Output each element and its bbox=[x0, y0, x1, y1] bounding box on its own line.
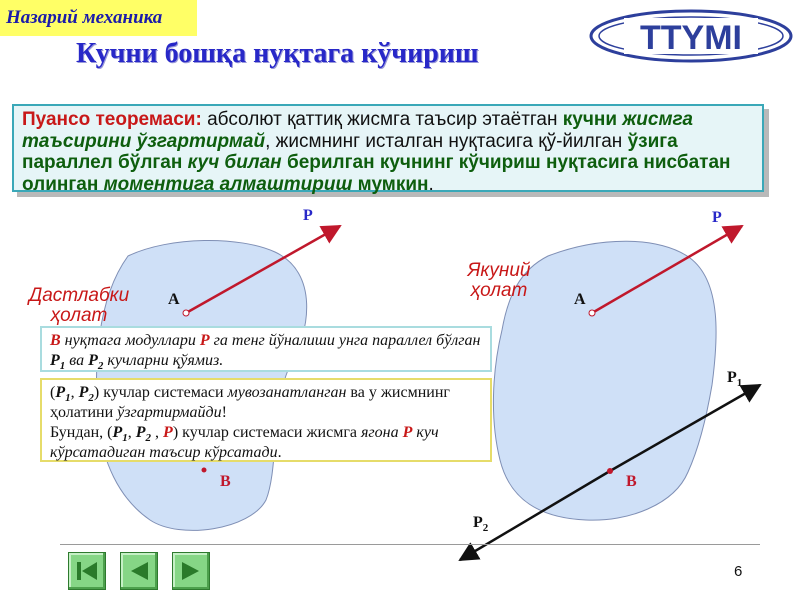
subscript: 1 bbox=[65, 392, 71, 405]
force-p2-label: $P_2$ bbox=[473, 514, 489, 534]
note-text: . bbox=[277, 444, 282, 461]
theorem-text: абсолют қаттиқ жисмга таъсир этаётган bbox=[201, 109, 563, 130]
theorem-text: кучни bbox=[562, 109, 618, 130]
note-text: куч кўрсатадиган таъсир кўрсатади bbox=[50, 424, 439, 461]
final-state-label: Якуний ҳолат bbox=[467, 260, 531, 301]
force-p-label: P bbox=[712, 209, 722, 226]
first-slide-icon bbox=[69, 553, 105, 589]
point-a-label: A bbox=[168, 291, 180, 308]
note-text: ўзгартирмайди bbox=[117, 404, 222, 421]
note-text: ( bbox=[50, 384, 56, 401]
theorem-text: берилган кучнинг кўчириш нуқтасига нисбатан олинган bbox=[22, 152, 731, 195]
note-text: , bbox=[127, 424, 136, 441]
note-text: ва bbox=[65, 352, 89, 369]
point-b-marker bbox=[202, 468, 207, 473]
subscript: 1 bbox=[122, 432, 128, 445]
note-text: га тенг йўналиши унга параллел бўлган bbox=[209, 332, 481, 349]
point-b-label: B bbox=[220, 473, 231, 490]
symbol-p2: P bbox=[78, 384, 89, 401]
point-b-marker bbox=[607, 468, 613, 474]
theorem-text: жисмга таъсирини ўзгартирмай bbox=[22, 109, 693, 152]
note-text: , bbox=[70, 384, 79, 401]
section-tag: Назарий механика bbox=[0, 0, 197, 36]
symbol-p1: P bbox=[50, 352, 60, 369]
theorem-text: моментига алмаштириш bbox=[103, 173, 353, 195]
theorem-text: куч билан bbox=[187, 152, 282, 173]
footer-divider bbox=[60, 544, 760, 545]
point-b-label: B bbox=[626, 473, 637, 490]
initial-state-label: Дастлабки ҳолат bbox=[28, 285, 130, 326]
note-text: ) кучлар системаси жисмга bbox=[172, 424, 361, 441]
force-p-label: P bbox=[303, 207, 313, 224]
theorem-text: мумкин bbox=[357, 173, 429, 195]
symbol-p2: P bbox=[88, 352, 98, 369]
symbol-p: P bbox=[402, 424, 413, 441]
theorem-term: Пуансо теоремаси: bbox=[22, 109, 202, 130]
first-slide-button[interactable] bbox=[68, 552, 106, 590]
note-text: ! bbox=[221, 404, 227, 421]
subscript: 1 bbox=[59, 360, 66, 373]
note-text: кучларни қўямиз. bbox=[103, 352, 224, 369]
theorem-text: , жисмнинг исталган нуқтасига қў-йилган bbox=[265, 130, 628, 152]
slide-title: Кучни бошқа нуқтага кўчириш bbox=[76, 38, 479, 69]
next-slide-icon bbox=[173, 553, 209, 589]
subscript: 2 bbox=[145, 432, 152, 445]
subscript: 2 bbox=[97, 360, 104, 373]
page-number: 6 bbox=[734, 563, 743, 580]
note-text: мувозанатланган bbox=[227, 384, 347, 401]
explanation-note-2 bbox=[40, 378, 492, 462]
logo-text: TTYMI bbox=[640, 19, 742, 57]
symbol-p1: P bbox=[112, 424, 123, 441]
symbol-p2: P bbox=[135, 424, 146, 441]
theorem-text: ўзига параллел бўлган bbox=[22, 130, 678, 173]
point-a-label: A bbox=[574, 291, 586, 308]
previous-slide-icon bbox=[121, 553, 157, 589]
note-text: ) кучлар системаси bbox=[93, 384, 228, 401]
previous-slide-button[interactable] bbox=[120, 552, 158, 590]
symbol-p: P bbox=[199, 332, 210, 349]
note-text: нуқтага модуллари bbox=[60, 332, 200, 349]
note-text: ва у жисмнинг ҳолатини bbox=[50, 384, 450, 421]
subscript: 2 bbox=[88, 392, 94, 405]
point-a-marker bbox=[589, 310, 595, 316]
force-p1-label: $P_1$ bbox=[727, 369, 743, 389]
symbol-p1: P bbox=[55, 384, 66, 401]
note-text: , bbox=[151, 424, 164, 441]
note-text: ягона bbox=[360, 424, 403, 441]
note-text: Бундан, ( bbox=[50, 424, 113, 441]
symbol-p: P bbox=[163, 424, 173, 441]
symbol-b: B bbox=[50, 332, 61, 349]
theorem-text: . bbox=[428, 173, 434, 195]
next-slide-button[interactable] bbox=[172, 552, 210, 590]
explanation-note-1 bbox=[40, 326, 492, 372]
point-a-marker bbox=[183, 310, 189, 316]
